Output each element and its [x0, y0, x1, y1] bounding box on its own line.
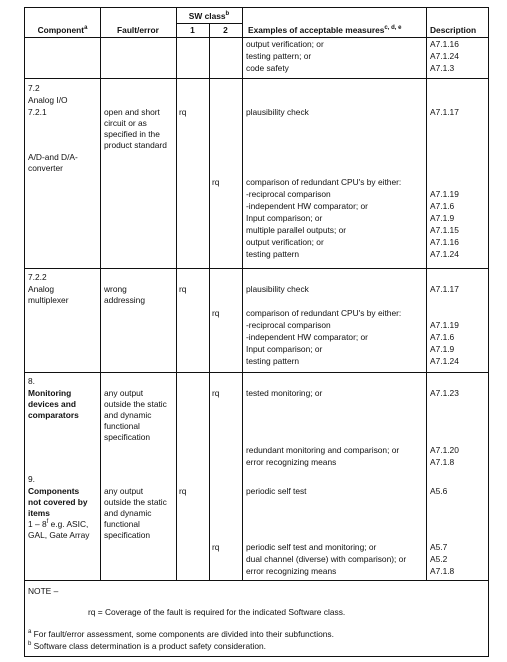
description-code: A7.1.24	[430, 356, 459, 366]
description-code: A7.1.23	[430, 388, 459, 398]
component-name: Components	[28, 486, 80, 496]
component-name: devices and	[28, 399, 76, 409]
fault-text: functional	[104, 519, 140, 529]
class1-header: 1	[190, 25, 195, 35]
component-number: 8.	[28, 376, 35, 386]
footnote-b: $^b$ Software class determination is a product safety consideration.	[28, 641, 266, 651]
table-border-top	[24, 7, 489, 8]
measure-text: comparison of redundant CPU's by either:	[246, 177, 402, 187]
measure-text: -independent HW comparator; or	[246, 332, 368, 342]
row-divider-2	[24, 268, 489, 269]
fault-text: specification	[104, 530, 151, 540]
class2-mark: rq	[212, 388, 220, 398]
description-code: A7.1.16	[430, 39, 459, 49]
description-code: A5.7	[430, 542, 448, 552]
col-divider-class	[209, 23, 210, 581]
measure-text: Input comparison; or	[246, 213, 323, 223]
table-border-bottom	[24, 656, 489, 657]
fault-text: outside the static	[104, 399, 167, 409]
description-code: A7.1.3	[430, 63, 455, 73]
fault-text: any output	[104, 388, 144, 398]
component-text: GAL, Gate Array	[28, 530, 90, 540]
component-name: items	[28, 508, 50, 518]
description-code: A7.1.8	[430, 457, 455, 467]
description-code: A5.2	[430, 554, 448, 564]
description-code: A7.1.16	[430, 237, 459, 247]
footnote-a: $^a$ For fault/error assessment, some components are divided into their subfunctions.	[28, 629, 334, 639]
description-code: A7.1.8	[430, 566, 455, 576]
component-text: Analog I/O	[28, 95, 68, 105]
description-code: A7.1.24	[430, 51, 459, 61]
header-divider	[24, 37, 489, 38]
measure-text: output verification; or	[246, 39, 324, 49]
measure-text: output verification; or	[246, 237, 324, 247]
description-code: A7.1.24	[430, 249, 459, 259]
component-header: Component$^a$	[37, 25, 88, 35]
measure-text: testing pattern; or	[246, 51, 312, 61]
component-text: Analog	[28, 284, 55, 294]
notes-divider	[24, 580, 489, 581]
fault-header: Fault/error	[117, 25, 159, 35]
fault-text: any output	[104, 486, 144, 496]
component-name: not covered by	[28, 497, 88, 507]
class2-mark: rq	[212, 308, 220, 318]
description-code: A7.1.19	[430, 189, 459, 199]
component-text: A/D-and D/A-	[28, 152, 78, 162]
class2-mark: rq	[212, 542, 220, 552]
measure-text: Input comparison; or	[246, 344, 323, 354]
component-name: Monitoring	[28, 388, 72, 398]
description-code: A7.1.6	[430, 201, 455, 211]
class1-mark: rq	[179, 486, 187, 496]
fault-text: and dynamic	[104, 508, 152, 518]
measure-text: -reciprocal comparison	[246, 320, 331, 330]
measure-text: error recognizing means	[246, 566, 337, 576]
component-range: 1 – 8$^f$ e.g. ASIC,	[28, 519, 89, 529]
measure-text: plausibility check	[246, 107, 309, 117]
fault-text: specified in the	[104, 129, 160, 139]
description-code: A7.1.17	[430, 107, 459, 117]
measure-text: plausibility check	[246, 284, 309, 294]
measure-text: code safety	[246, 63, 289, 73]
component-text: 7.2.1	[28, 107, 47, 117]
sw-class-header: SW class$^b$	[188, 11, 230, 21]
fault-text: outside the static	[104, 497, 167, 507]
description-code: A7.1.20	[430, 445, 459, 455]
col-divider-fault	[176, 7, 177, 581]
fault-text: functional	[104, 421, 140, 431]
description-code: A5.6	[430, 486, 448, 496]
fault-text: specification	[104, 432, 151, 442]
measure-text: error recognizing means	[246, 457, 337, 467]
class1-mark: rq	[179, 107, 187, 117]
measure-text: dual channel (diverse) with comparison); or	[246, 554, 407, 564]
row-divider-1	[24, 78, 489, 79]
fault-text: addressing	[104, 295, 145, 305]
measure-text: -independent HW comparator; or	[246, 201, 368, 211]
rq-definition: rq = Coverage of the fault is required for the indicated Software class.	[88, 607, 346, 617]
component-text: converter	[28, 163, 63, 173]
fault-text: open and short	[104, 107, 160, 117]
row-divider-3	[24, 372, 489, 373]
fault-text: and dynamic	[104, 410, 152, 420]
component-text: 7.2	[28, 83, 40, 93]
measure-text: multiple parallel outputs; or	[246, 225, 347, 235]
description-code: A7.1.17	[430, 284, 459, 294]
measure-text: periodic self test	[246, 486, 307, 496]
description-header: Description	[430, 25, 477, 35]
table-border-right	[488, 7, 489, 657]
class2-mark: rq	[212, 177, 220, 187]
col-divider-measures	[242, 7, 243, 581]
table-border-left	[24, 7, 25, 657]
fault-text: wrong	[104, 284, 127, 294]
measure-text: tested monitoring; or	[246, 388, 323, 398]
fault-text: product standard	[104, 140, 167, 150]
measure-text: redundant monitoring and comparison; or	[246, 445, 400, 455]
description-code: A7.1.9	[430, 344, 455, 354]
class1-mark: rq	[179, 284, 187, 294]
col-divider-description	[426, 7, 427, 581]
component-text: multiplexer	[28, 295, 69, 305]
measure-text: periodic self test and monitoring; or	[246, 542, 377, 552]
measure-text: testing pattern	[246, 249, 300, 259]
col-divider-component	[100, 7, 101, 581]
note-title: NOTE –	[28, 586, 59, 596]
measures-header: Examples of acceptable measures$^{c, d, e}$	[248, 25, 402, 35]
measure-text: testing pattern	[246, 356, 300, 366]
component-text: 7.2.2	[28, 272, 47, 282]
class2-header: 2	[223, 25, 228, 35]
component-number: 9.	[28, 474, 35, 484]
measure-text: comparison of redundant CPU's by either:	[246, 308, 402, 318]
description-code: A7.1.15	[430, 225, 459, 235]
measure-text: -reciprocal comparison	[246, 189, 331, 199]
fault-text: circuit or as	[104, 118, 147, 128]
description-code: A7.1.6	[430, 332, 455, 342]
description-code: A7.1.9	[430, 213, 455, 223]
description-code: A7.1.19	[430, 320, 459, 330]
component-name: comparators	[28, 410, 79, 420]
